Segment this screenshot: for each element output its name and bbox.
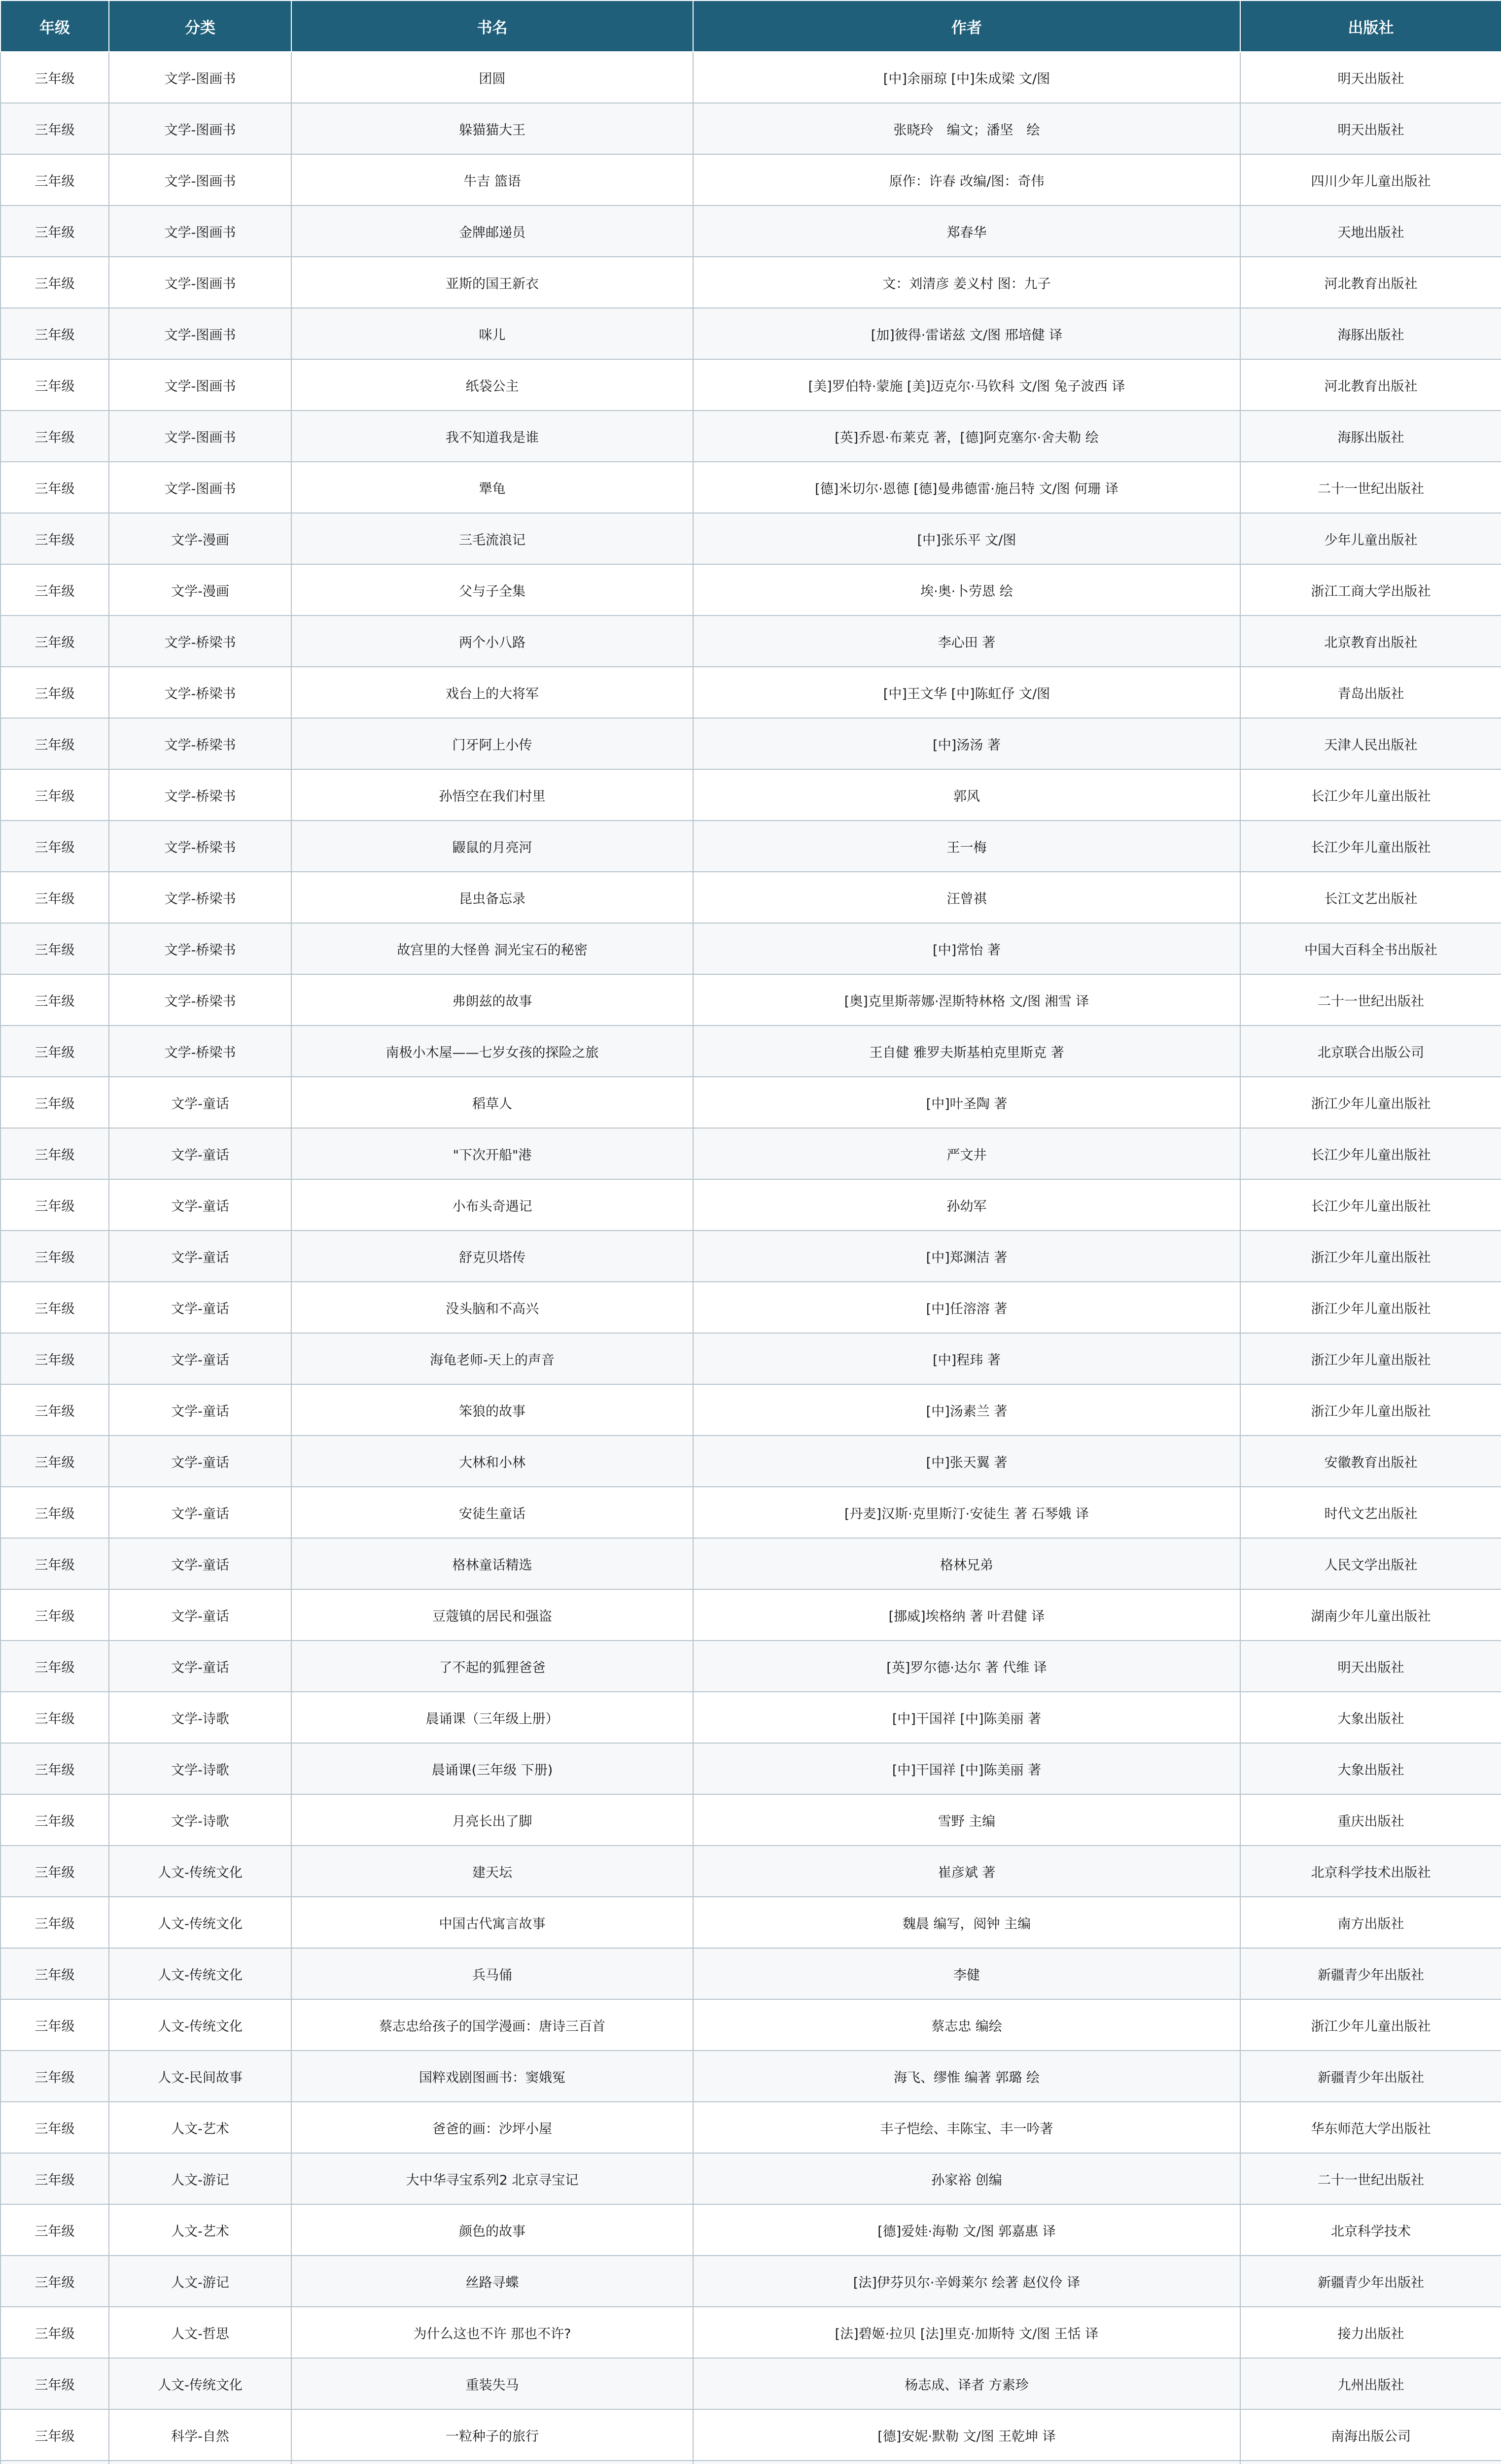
publisher-cell xyxy=(1240,2461,1501,2464)
grade-cell xyxy=(0,2461,109,2464)
category-cell: 文学-童话 xyxy=(109,1589,291,1641)
category-cell: 文学-图画书 xyxy=(109,52,291,103)
table-row xyxy=(0,1846,1501,1897)
category-cell: 人文-传统文化 xyxy=(109,1897,291,1948)
grade-cell: 三年级 xyxy=(0,821,109,872)
publisher-cell: 新疆青少年出版社 xyxy=(1240,1948,1501,1999)
grade-cell: 三年级 xyxy=(0,2256,109,2307)
title-cell: 小布头奇遇记 xyxy=(291,1179,693,1231)
table-row xyxy=(0,2461,1501,2464)
category-cell: 文学-诗歌 xyxy=(109,1743,291,1794)
author-cell: [德]安妮·默勒 文/图 王乾坤 译 xyxy=(693,2409,1240,2461)
grade-cell: 三年级 xyxy=(0,667,109,718)
grade-cell: 三年级 xyxy=(0,974,109,1026)
category-cell: 文学-图画书 xyxy=(109,257,291,308)
author-cell: [中]张乐平 文/图 xyxy=(693,513,1240,564)
grade-cell: 三年级 xyxy=(0,2409,109,2461)
title-cell: 为什么这也不许 那也不许? xyxy=(291,2307,693,2358)
table-row xyxy=(0,1179,1501,1231)
grade-cell: 三年级 xyxy=(0,1948,109,1999)
category-cell: 文学-桥梁书 xyxy=(109,718,291,769)
grade-cell: 三年级 xyxy=(0,359,109,411)
grade-cell: 三年级 xyxy=(0,513,109,564)
publisher-cell: 天地出版社 xyxy=(1240,205,1501,257)
title-cell: "下次开船"港 xyxy=(291,1128,693,1179)
category-cell: 文学-桥梁书 xyxy=(109,974,291,1026)
grade-cell: 三年级 xyxy=(0,1436,109,1487)
title-cell: 颜色的故事 xyxy=(291,2204,693,2256)
grade-cell: 三年级 xyxy=(0,564,109,616)
author-cell: 原作：许春 改编/图：奇伟 xyxy=(693,154,1240,205)
author-cell: 杨志成、译者 方素珍 xyxy=(693,2358,1240,2409)
author-cell: 李健 xyxy=(693,1948,1240,1999)
category-cell: 文学-童话 xyxy=(109,1077,291,1128)
table-header xyxy=(0,0,1501,52)
title-cell: 晨诵课(三年级 下册) xyxy=(291,1743,693,1794)
category-cell: 文学-童话 xyxy=(109,1436,291,1487)
table-row xyxy=(0,718,1501,769)
author-cell: [中]干国祥 [中]陈美丽 著 xyxy=(693,1743,1240,1794)
publisher-cell: 二十一世纪出版社 xyxy=(1240,2153,1501,2204)
publisher-cell: 南方出版社 xyxy=(1240,1897,1501,1948)
category-cell: 文学-童话 xyxy=(109,1128,291,1179)
grade-cell: 三年级 xyxy=(0,923,109,974)
category-cell: 文学-童话 xyxy=(109,1384,291,1436)
title-cell: 国粹戏剧图画书：窦娥冤 xyxy=(291,2051,693,2102)
title-cell: 弗朗兹的故事 xyxy=(291,974,693,1026)
author-cell: [中]干国祥 [中]陈美丽 著 xyxy=(693,1692,1240,1743)
category-cell: 文学-童话 xyxy=(109,1641,291,1692)
author-cell: 孙幼军 xyxy=(693,1179,1240,1231)
category-cell: 人文-传统文化 xyxy=(109,1999,291,2051)
author-cell: [中]郑渊洁 著 xyxy=(693,1231,1240,1282)
grade-cell: 三年级 xyxy=(0,718,109,769)
table-row xyxy=(0,1487,1501,1538)
grade-cell: 三年级 xyxy=(0,1179,109,1231)
publisher-cell: 九州出版社 xyxy=(1240,2358,1501,2409)
category-cell: 人文-艺术 xyxy=(109,2204,291,2256)
table-row xyxy=(0,1333,1501,1384)
author-cell: 汪曾祺 xyxy=(693,872,1240,923)
author-cell: 文：刘清彦 姜义村 图：九子 xyxy=(693,257,1240,308)
title-cell: 建天坛 xyxy=(291,1846,693,1897)
title-cell: 蔡志忠给孩子的国学漫画：唐诗三百首 xyxy=(291,1999,693,2051)
author-cell: [奥]克里斯蒂娜·涅斯特林格 文/图 湘雪 译 xyxy=(693,974,1240,1026)
title-cell: 月亮长出了脚 xyxy=(291,1794,693,1846)
category-cell: 人文-游记 xyxy=(109,2153,291,2204)
category-cell: 文学-图画书 xyxy=(109,411,291,462)
title-cell: 躲猫猫大王 xyxy=(291,103,693,154)
table-row xyxy=(0,1436,1501,1487)
table-row xyxy=(0,1948,1501,1999)
grade-cell: 三年级 xyxy=(0,2204,109,2256)
table-row xyxy=(0,2409,1501,2461)
table-row xyxy=(0,1231,1501,1282)
category-cell: 科学-自然 xyxy=(109,2409,291,2461)
publisher-cell: 南海出版公司 xyxy=(1240,2409,1501,2461)
title-cell: 父与子全集 xyxy=(291,564,693,616)
header-category: 分类 xyxy=(109,0,291,52)
title-cell: 爸爸的画：沙坪小屋 xyxy=(291,2102,693,2153)
category-cell: 文学-桥梁书 xyxy=(109,872,291,923)
table-row xyxy=(0,872,1501,923)
title-cell: 犟龟 xyxy=(291,462,693,513)
publisher-cell: 浙江少年儿童出版社 xyxy=(1240,1999,1501,2051)
publisher-cell: 长江少年儿童出版社 xyxy=(1240,1128,1501,1179)
table-row xyxy=(0,2358,1501,2409)
grade-cell: 三年级 xyxy=(0,1641,109,1692)
author-cell: [加]彼得·雷诺兹 文/图 邢培健 译 xyxy=(693,308,1240,359)
author-cell: [中]汤汤 著 xyxy=(693,718,1240,769)
author-cell: [中]常怡 著 xyxy=(693,923,1240,974)
grade-cell: 三年级 xyxy=(0,1794,109,1846)
table-row xyxy=(0,1128,1501,1179)
author-cell: [中]任溶溶 著 xyxy=(693,1282,1240,1333)
publisher-cell: 少年儿童出版社 xyxy=(1240,513,1501,564)
author-cell: 张晓玲 编文；潘坚 绘 xyxy=(693,103,1240,154)
header-row xyxy=(0,0,1501,52)
title-cell: 牛吉 篮语 xyxy=(291,154,693,205)
grade-cell: 三年级 xyxy=(0,769,109,821)
publisher-cell: 中国大百科全书出版社 xyxy=(1240,923,1501,974)
table-row xyxy=(0,411,1501,462)
publisher-cell: 重庆出版社 xyxy=(1240,1794,1501,1846)
publisher-cell: 大象出版社 xyxy=(1240,1743,1501,1794)
table-row xyxy=(0,308,1501,359)
publisher-cell: 二十一世纪出版社 xyxy=(1240,974,1501,1026)
author-cell: 魏晨 编写，阅钟 主编 xyxy=(693,1897,1240,1948)
publisher-cell: 浙江少年儿童出版社 xyxy=(1240,1333,1501,1384)
table-row xyxy=(0,103,1501,154)
author-cell: 埃·奥·卜劳恩 绘 xyxy=(693,564,1240,616)
grade-cell: 三年级 xyxy=(0,1846,109,1897)
header-grade: 年级 xyxy=(0,0,109,52)
table-row xyxy=(0,1641,1501,1692)
publisher-cell: 浙江少年儿童出版社 xyxy=(1240,1231,1501,1282)
publisher-cell: 河北教育出版社 xyxy=(1240,359,1501,411)
publisher-cell: 人民文学出版社 xyxy=(1240,1538,1501,1589)
table-row xyxy=(0,769,1501,821)
title-cell: 舒克贝塔传 xyxy=(291,1231,693,1282)
author-cell: [英]罗尔德·达尔 著 代维 译 xyxy=(693,1641,1240,1692)
title-cell: 团圆 xyxy=(291,52,693,103)
title-cell: 中国古代寓言故事 xyxy=(291,1897,693,1948)
table-row xyxy=(0,1897,1501,1948)
table-row xyxy=(0,2051,1501,2102)
publisher-cell: 长江少年儿童出版社 xyxy=(1240,821,1501,872)
grade-cell: 三年级 xyxy=(0,1589,109,1641)
author-cell: 孙家裕 创编 xyxy=(693,2153,1240,2204)
grade-cell: 三年级 xyxy=(0,1231,109,1282)
title-cell: 海龟老师-天上的声音 xyxy=(291,1333,693,1384)
publisher-cell: 大象出版社 xyxy=(1240,1692,1501,1743)
author-cell: 郑春华 xyxy=(693,205,1240,257)
grade-cell: 三年级 xyxy=(0,1538,109,1589)
title-cell: 咪儿 xyxy=(291,308,693,359)
table-row xyxy=(0,2256,1501,2307)
publisher-cell: 长江文艺出版社 xyxy=(1240,872,1501,923)
grade-cell: 三年级 xyxy=(0,2358,109,2409)
category-cell: 文学-桥梁书 xyxy=(109,1026,291,1077)
table-row xyxy=(0,52,1501,103)
author-cell: [德]米切尔·恩德 [德]曼弗德雷·施吕特 文/图 何珊 译 xyxy=(693,462,1240,513)
table-row xyxy=(0,1077,1501,1128)
publisher-cell: 浙江少年儿童出版社 xyxy=(1240,1282,1501,1333)
category-cell: 文学-图画书 xyxy=(109,205,291,257)
category-cell: 人文-艺术 xyxy=(109,2102,291,2153)
table-row xyxy=(0,1794,1501,1846)
table-row xyxy=(0,821,1501,872)
grade-cell: 三年级 xyxy=(0,308,109,359)
grade-cell: 三年级 xyxy=(0,1743,109,1794)
category-cell xyxy=(109,2461,291,2464)
category-cell: 文学-漫画 xyxy=(109,513,291,564)
table-row xyxy=(0,1026,1501,1077)
author-cell: 丰子恺绘、丰陈宝、丰一吟著 xyxy=(693,2102,1240,2153)
table-row xyxy=(0,2307,1501,2358)
category-cell: 文学-桥梁书 xyxy=(109,616,291,667)
table-row xyxy=(0,1384,1501,1436)
category-cell: 人文-传统文化 xyxy=(109,1846,291,1897)
table-row xyxy=(0,513,1501,564)
grade-cell: 三年级 xyxy=(0,52,109,103)
author-cell: [法]伊芬贝尔·辛姆莱尔 绘著 赵仪伶 译 xyxy=(693,2256,1240,2307)
title-cell: 大林和小林 xyxy=(291,1436,693,1487)
publisher-cell: 接力出版社 xyxy=(1240,2307,1501,2358)
header-author: 作者 xyxy=(693,0,1240,52)
author-cell: 李心田 著 xyxy=(693,616,1240,667)
author-cell: 郭风 xyxy=(693,769,1240,821)
author-cell xyxy=(693,2461,1240,2464)
grade-cell: 三年级 xyxy=(0,1999,109,2051)
table-row xyxy=(0,564,1501,616)
grade-cell: 三年级 xyxy=(0,1333,109,1384)
publisher-cell: 北京科学技术 xyxy=(1240,2204,1501,2256)
grade-cell: 三年级 xyxy=(0,872,109,923)
grade-cell: 三年级 xyxy=(0,1897,109,1948)
grade-cell: 三年级 xyxy=(0,103,109,154)
grade-cell: 三年级 xyxy=(0,2102,109,2153)
publisher-cell: 浙江少年儿童出版社 xyxy=(1240,1384,1501,1436)
publisher-cell: 华东师范大学出版社 xyxy=(1240,2102,1501,2153)
category-cell: 人文-游记 xyxy=(109,2256,291,2307)
category-cell: 人文-民间故事 xyxy=(109,2051,291,2102)
table-row xyxy=(0,616,1501,667)
category-cell: 文学-桥梁书 xyxy=(109,923,291,974)
grade-cell: 三年级 xyxy=(0,1487,109,1538)
title-cell: 三毛流浪记 xyxy=(291,513,693,564)
header-title: 书名 xyxy=(291,0,693,52)
author-cell: 格林兄弟 xyxy=(693,1538,1240,1589)
grade-cell: 三年级 xyxy=(0,462,109,513)
category-cell: 文学-漫画 xyxy=(109,564,291,616)
title-cell: 晨诵课（三年级上册） xyxy=(291,1692,693,1743)
publisher-cell: 青岛出版社 xyxy=(1240,667,1501,718)
author-cell: [丹麦]汉斯·克里斯汀·安徒生 著 石琴娥 译 xyxy=(693,1487,1240,1538)
publisher-cell: 四川少年儿童出版社 xyxy=(1240,154,1501,205)
table-row xyxy=(0,667,1501,718)
table-row xyxy=(0,1538,1501,1589)
table-row xyxy=(0,2204,1501,2256)
title-cell: 安徒生童话 xyxy=(291,1487,693,1538)
author-cell: [挪威]埃格纳 著 叶君健 译 xyxy=(693,1589,1240,1641)
publisher-cell: 明天出版社 xyxy=(1240,52,1501,103)
publisher-cell: 北京科学技术出版社 xyxy=(1240,1846,1501,1897)
author-cell: 海飞、缪惟 编著 郭璐 绘 xyxy=(693,2051,1240,2102)
grade-cell: 三年级 xyxy=(0,1077,109,1128)
publisher-cell: 长江少年儿童出版社 xyxy=(1240,1179,1501,1231)
title-cell: 昆虫备忘录 xyxy=(291,872,693,923)
grade-cell: 三年级 xyxy=(0,2051,109,2102)
title-cell: 大中华寻宝系列2 北京寻宝记 xyxy=(291,2153,693,2204)
category-cell: 文学-童话 xyxy=(109,1179,291,1231)
publisher-cell: 河北教育出版社 xyxy=(1240,257,1501,308)
category-cell: 文学-桥梁书 xyxy=(109,769,291,821)
category-cell: 文学-童话 xyxy=(109,1487,291,1538)
author-cell: 王一梅 xyxy=(693,821,1240,872)
publisher-cell: 海豚出版社 xyxy=(1240,411,1501,462)
title-cell: 南极小木屋——七岁女孩的探险之旅 xyxy=(291,1026,693,1077)
table-row xyxy=(0,1999,1501,2051)
author-cell: [中]汤素兰 著 xyxy=(693,1384,1240,1436)
grade-cell: 三年级 xyxy=(0,205,109,257)
title-cell: 稻草人 xyxy=(291,1077,693,1128)
publisher-cell: 北京联合出版公司 xyxy=(1240,1026,1501,1077)
title-cell: 鼹鼠的月亮河 xyxy=(291,821,693,872)
category-cell: 人文-哲思 xyxy=(109,2307,291,2358)
title-cell: 亚斯的国王新衣 xyxy=(291,257,693,308)
title-cell: 笨狼的故事 xyxy=(291,1384,693,1436)
table-row xyxy=(0,1692,1501,1743)
author-cell: [美]罗伯特·蒙施 [美]迈克尔·马钦科 文/图 兔子波西 译 xyxy=(693,359,1240,411)
publisher-cell: 长江少年儿童出版社 xyxy=(1240,769,1501,821)
table-row xyxy=(0,974,1501,1026)
table-row xyxy=(0,359,1501,411)
table-row xyxy=(0,1282,1501,1333)
table-row xyxy=(0,154,1501,205)
table-row xyxy=(0,205,1501,257)
publisher-cell: 浙江少年儿童出版社 xyxy=(1240,1077,1501,1128)
title-cell: 纸袋公主 xyxy=(291,359,693,411)
category-cell: 文学-图画书 xyxy=(109,103,291,154)
author-cell: [中]叶圣陶 著 xyxy=(693,1077,1240,1128)
title-cell: 重装失马 xyxy=(291,2358,693,2409)
title-cell: 一粒种子的旅行 xyxy=(291,2409,693,2461)
grade-cell: 三年级 xyxy=(0,1384,109,1436)
title-cell: 金牌邮递员 xyxy=(291,205,693,257)
author-cell: 王自健 雅罗夫斯基柏克里斯克 著 xyxy=(693,1026,1240,1077)
category-cell: 文学-图画书 xyxy=(109,359,291,411)
category-cell: 人文-传统文化 xyxy=(109,1948,291,1999)
author-cell: [法]碧姬·拉贝 [法]里克·加斯特 文/图 王恬 译 xyxy=(693,2307,1240,2358)
title-cell: 孙悟空在我们村里 xyxy=(291,769,693,821)
author-cell: 严文井 xyxy=(693,1128,1240,1179)
grade-cell: 三年级 xyxy=(0,411,109,462)
grade-cell: 三年级 xyxy=(0,1282,109,1333)
publisher-cell: 明天出版社 xyxy=(1240,103,1501,154)
title-cell: 丝路寻蝶 xyxy=(291,2256,693,2307)
category-cell: 文学-诗歌 xyxy=(109,1794,291,1846)
category-cell: 文学-桥梁书 xyxy=(109,821,291,872)
author-cell: [德]爱娃·海勒 文/图 郭嘉惠 译 xyxy=(693,2204,1240,2256)
grade-cell: 三年级 xyxy=(0,1128,109,1179)
author-cell: [中]程玮 著 xyxy=(693,1333,1240,1384)
publisher-cell: 新疆青少年出版社 xyxy=(1240,2256,1501,2307)
table-row xyxy=(0,257,1501,308)
table-row xyxy=(0,923,1501,974)
category-cell: 文学-桥梁书 xyxy=(109,667,291,718)
category-cell: 文学-童话 xyxy=(109,1231,291,1282)
publisher-cell: 天津人民出版社 xyxy=(1240,718,1501,769)
title-cell: 兵马俑 xyxy=(291,1948,693,1999)
title-cell: 我不知道我是谁 xyxy=(291,411,693,462)
title-cell xyxy=(291,2461,693,2464)
title-cell: 豆蔻镇的居民和强盗 xyxy=(291,1589,693,1641)
publisher-cell: 新疆青少年出版社 xyxy=(1240,2051,1501,2102)
title-cell: 门牙阿上小传 xyxy=(291,718,693,769)
category-cell: 人文-传统文化 xyxy=(109,2358,291,2409)
author-cell: 雪野 主编 xyxy=(693,1794,1240,1846)
title-cell: 戏台上的大将军 xyxy=(291,667,693,718)
grade-cell: 三年级 xyxy=(0,154,109,205)
publisher-cell: 湖南少年儿童出版社 xyxy=(1240,1589,1501,1641)
publisher-cell: 海豚出版社 xyxy=(1240,308,1501,359)
publisher-cell: 浙江工商大学出版社 xyxy=(1240,564,1501,616)
author-cell: [中]王文华 [中]陈虹伃 文/图 xyxy=(693,667,1240,718)
category-cell: 文学-图画书 xyxy=(109,154,291,205)
header-publisher: 出版社 xyxy=(1240,0,1501,52)
author-cell: [英]乔恩·布莱克 著，[德]阿克塞尔·舍夫勒 绘 xyxy=(693,411,1240,462)
table-row xyxy=(0,1743,1501,1794)
publisher-cell: 明天出版社 xyxy=(1240,1641,1501,1692)
grade-cell: 三年级 xyxy=(0,1026,109,1077)
category-cell: 文学-童话 xyxy=(109,1538,291,1589)
category-cell: 文学-图画书 xyxy=(109,462,291,513)
category-cell: 文学-图画书 xyxy=(109,308,291,359)
table-body xyxy=(0,52,1501,2464)
grade-cell: 三年级 xyxy=(0,1692,109,1743)
grade-cell: 三年级 xyxy=(0,616,109,667)
table-row xyxy=(0,1589,1501,1641)
publisher-cell: 安徽教育出版社 xyxy=(1240,1436,1501,1487)
grade-cell: 三年级 xyxy=(0,2153,109,2204)
title-cell: 格林童话精选 xyxy=(291,1538,693,1589)
author-cell: 蔡志忠 编绘 xyxy=(693,1999,1240,2051)
author-cell: [中]余丽琼 [中]朱成梁 文/图 xyxy=(693,52,1240,103)
publisher-cell: 二十一世纪出版社 xyxy=(1240,462,1501,513)
title-cell: 了不起的狐狸爸爸 xyxy=(291,1641,693,1692)
title-cell: 两个小八路 xyxy=(291,616,693,667)
title-cell: 没头脑和不高兴 xyxy=(291,1282,693,1333)
category-cell: 文学-诗歌 xyxy=(109,1692,291,1743)
table-row xyxy=(0,462,1501,513)
title-cell: 故宫里的大怪兽 洞光宝石的秘密 xyxy=(291,923,693,974)
grade-cell: 三年级 xyxy=(0,2307,109,2358)
author-cell: 崔彦斌 著 xyxy=(693,1846,1240,1897)
category-cell: 文学-童话 xyxy=(109,1333,291,1384)
category-cell: 文学-童话 xyxy=(109,1282,291,1333)
grade-cell: 三年级 xyxy=(0,257,109,308)
table-row xyxy=(0,2102,1501,2153)
publisher-cell: 北京教育出版社 xyxy=(1240,616,1501,667)
author-cell: [中]张天翼 著 xyxy=(693,1436,1240,1487)
table-row xyxy=(0,2153,1501,2204)
publisher-cell: 时代文艺出版社 xyxy=(1240,1487,1501,1538)
